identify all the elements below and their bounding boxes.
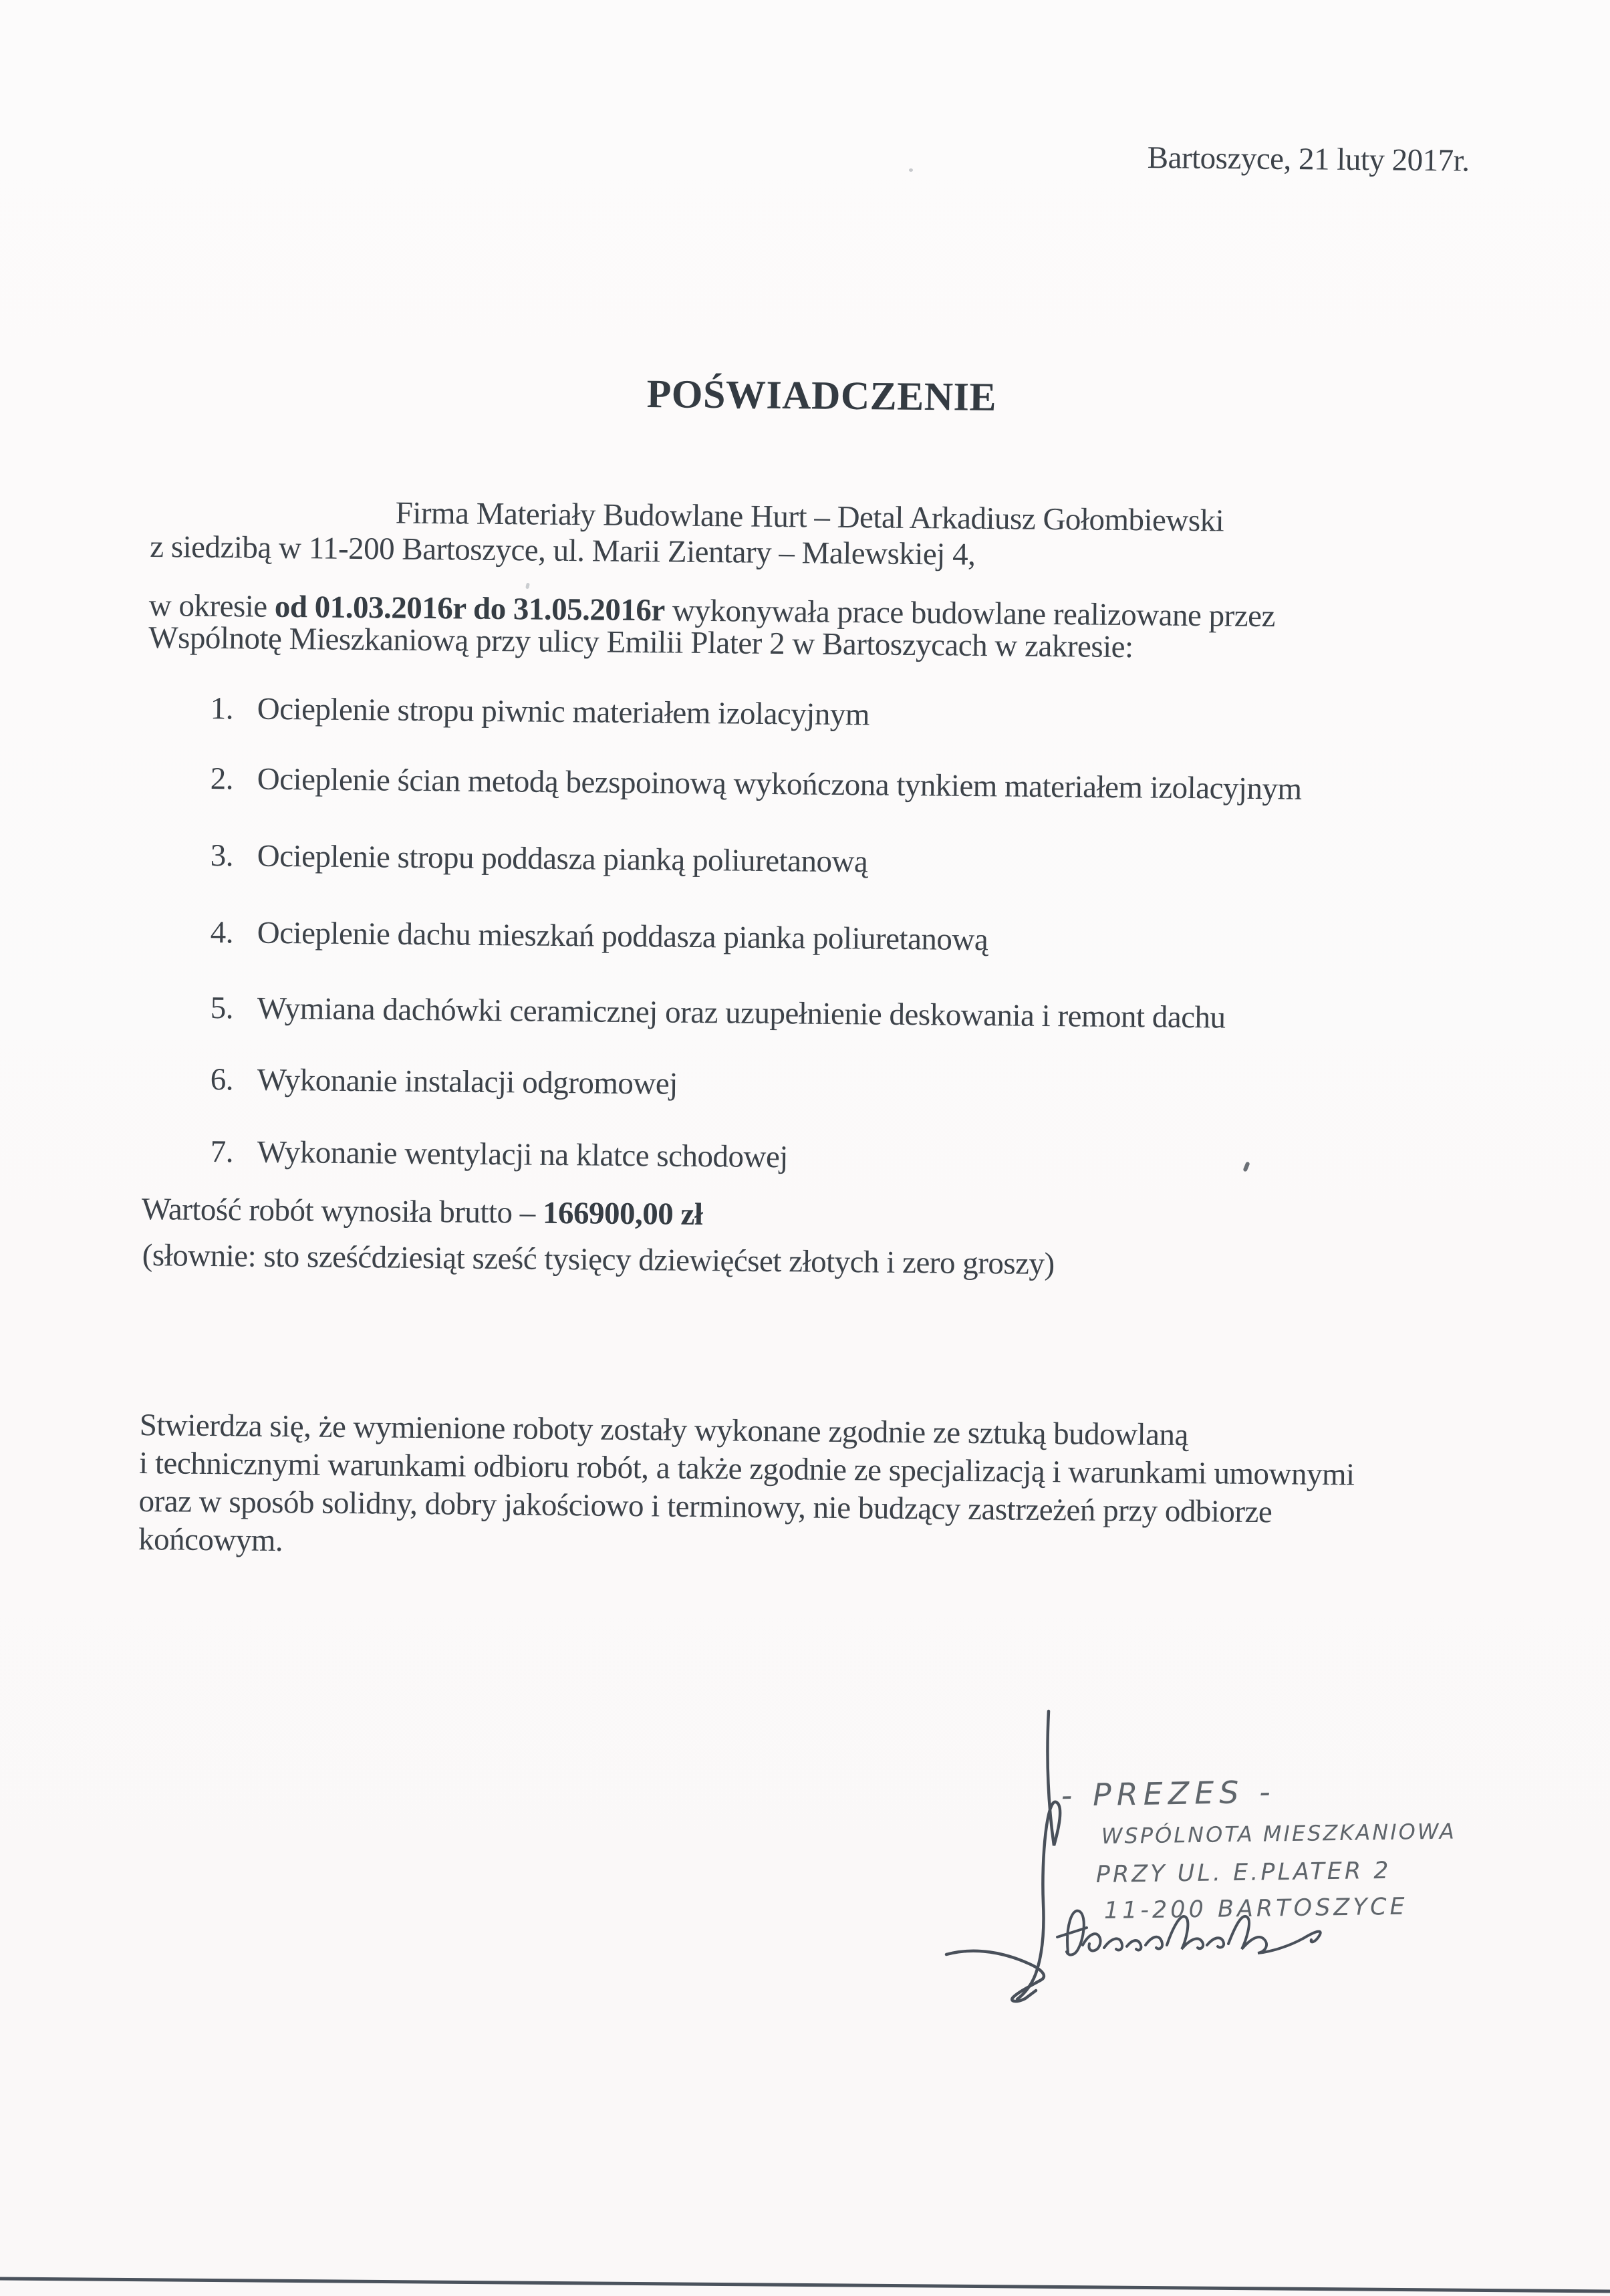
closing-line-1: Stwierdza się, że wymienione roboty zostały wykonane zgodnie ze sztuką budowlaną	[139, 1408, 1189, 1453]
work-item-number: 7.	[210, 1134, 234, 1170]
work-item	[211, 763, 1302, 805]
period-line-2: Wspólnotę Mieszkaniową przy ulicy Emilii Plater 2 w Bartoszycach w zakresie:	[148, 620, 1133, 665]
work-item	[211, 693, 870, 731]
work-item-number: 4.	[210, 915, 234, 950]
closing-line-2: i technicznymi warunkami odbioru robót, a także zgodnie ze specjalizacją i warunkami umownymi	[138, 1445, 1355, 1493]
work-item-text: Wykonanie wentylacji na klatce schodowej	[257, 1134, 789, 1175]
work-item-number: 3.	[210, 838, 234, 874]
signature-flourish	[946, 1951, 1044, 2001]
intro-line-2: z siedzibą w 11-200 Bartoszyce, ul. Marii Zientary – Malewskiej 4,	[149, 529, 976, 572]
scan-comma-artifact	[1242, 1161, 1250, 1172]
closing-line-3: oraz w sposób solidny, dobry jakościowo i terminowy, nie budzący zastrzeżeń przy odbiorze	[138, 1483, 1272, 1530]
document-title: POŚWIADCZENIE	[646, 372, 997, 420]
work-item-number: 2.	[210, 761, 234, 797]
period-paragraph	[148, 590, 1275, 664]
work-item-text: Wymiana dachówki ceramicznej oraz uzupełnienie deskowania i remont dachu	[257, 991, 1226, 1035]
period-prefix: w okresie	[148, 588, 275, 624]
value-amount: 166900,00 zł	[542, 1195, 703, 1233]
work-item	[211, 840, 868, 878]
work-item-text: Ocieplenie stropu poddasza pianką poliuretanową	[257, 838, 868, 880]
work-item-number: 6.	[210, 1062, 234, 1098]
closing-paragraph	[138, 1406, 1355, 1570]
intro-line-1: Firma Materiały Budowlane Hurt – Detal Arkadiusz Gołombiewski	[395, 495, 1224, 539]
work-item-number: 5.	[210, 991, 234, 1026]
work-item	[211, 917, 988, 956]
work-item-text: Ocieplenie ścian metodą bezspoinową wykończona tynkiem materiałem izolacyjnym	[257, 761, 1302, 807]
work-item	[211, 1064, 678, 1100]
signature-org-line-1: WSPÓLNOTA MIESZKANIOWA	[1101, 1818, 1456, 1849]
scan-bottom-edge	[0, 2269, 1610, 2296]
period-bold-dates: od 01.03.2016r do 31.05.2016r	[274, 589, 666, 628]
work-item-text: Ocieplenie stropu piwnic materiałem izolacyjnym	[257, 691, 870, 733]
scan-speck	[525, 583, 530, 590]
pen-stroke	[1017, 1711, 1060, 1999]
work-item-number: 1.	[210, 691, 234, 727]
value-line	[142, 1194, 703, 1231]
intro-paragraph	[150, 493, 1224, 575]
work-item	[211, 1136, 789, 1173]
signature-block	[889, 1691, 1504, 2052]
signature-role-line: - PREZES -	[1061, 1773, 1277, 1813]
signature-org-line-2: PRZY UL. E.PLATER 2	[1095, 1857, 1391, 1888]
scan-speck	[909, 168, 913, 172]
period-rest: wykonywała prace budowlane realizowane przez	[664, 593, 1276, 634]
signature-org-line-3: 11-200 BARTOSZYCE	[1103, 1893, 1408, 1924]
value-in-words: (słownie: sto sześćdziesiąt sześć tysięcy dziewięćset złotych i zero groszy)	[142, 1238, 1055, 1282]
date-line: Bartoszyce, 21 luty 2017r.	[1147, 140, 1470, 178]
work-item-text: Wykonanie instalacji odgromowej	[257, 1062, 678, 1102]
work-item	[211, 993, 1226, 1034]
closing-line-4: końcowym.	[138, 1521, 283, 1559]
value-prefix: Wartość robót wynosiła brutto –	[141, 1192, 543, 1231]
work-item-text: Ocieplenie dachu mieszkań poddasza pianka poliuretanową	[257, 915, 988, 958]
paper-edge-line	[0, 2279, 1610, 2291]
